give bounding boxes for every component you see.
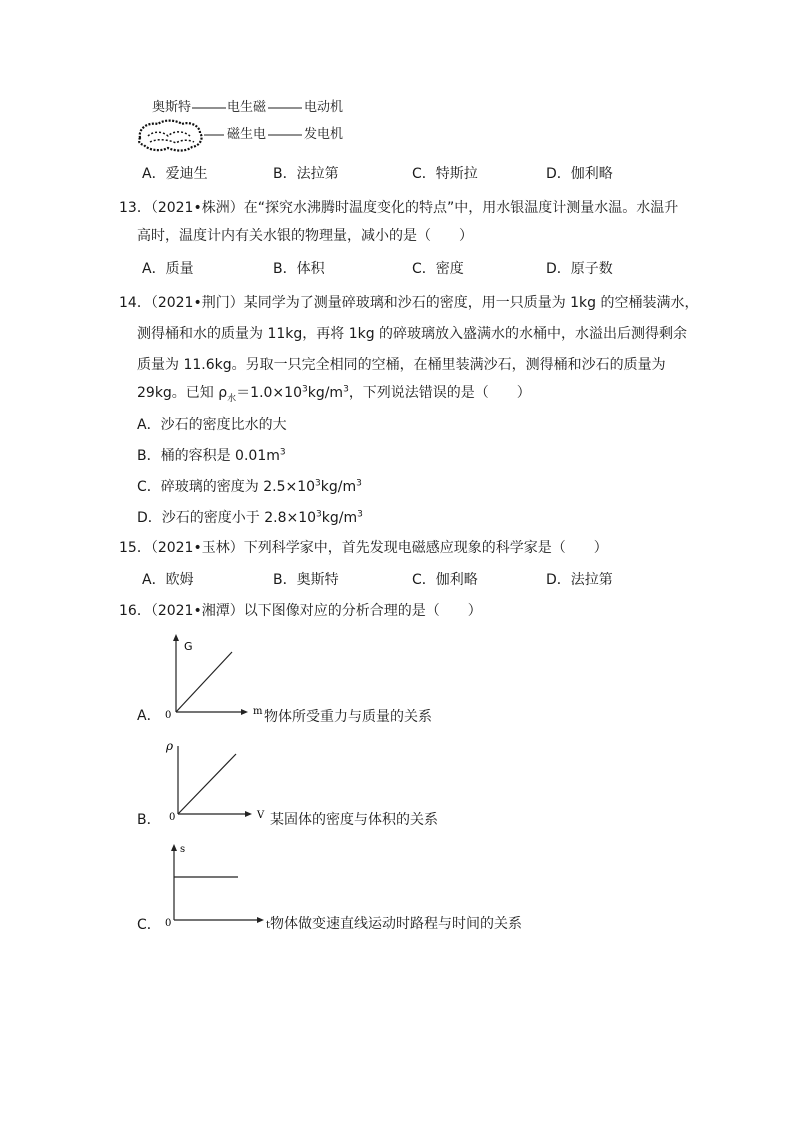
q12-option-d[interactable] [546, 164, 613, 184]
option-text: 爱迪生 [165, 166, 208, 182]
fig-label-oersted: 奥斯特 [152, 100, 192, 115]
q14-stem-line3: 质量为 11.6kg。另取一只完全相同的空桶，在桶里装满沙石，测得桶和沙石的质量为 [137, 357, 666, 373]
q13-option-d[interactable] [546, 259, 613, 279]
q16-graph-a[interactable] [160, 630, 263, 725]
fig-connector-lines [0, 0, 794, 160]
q13-option-b[interactable] [273, 259, 325, 279]
q16-option-a-letter[interactable]: A． [137, 708, 161, 724]
option-text: B．桶的容积是 0.01m [137, 448, 280, 464]
unknown-scientist-blob-icon [136, 118, 206, 154]
q14-stem-line4 [137, 383, 531, 403]
option-text: 欧姆 [165, 572, 194, 588]
x-axis-arrow-icon [245, 811, 252, 817]
superscript: 3 [356, 478, 362, 489]
option-text: 特斯拉 [435, 166, 478, 182]
superscript: 3 [279, 447, 286, 458]
q14-stem-line2: 测得桶和水的质量为 11kg，再将 1kg 的碎玻璃放入盛满水的水桶中，水溢出后测得剩余 [137, 326, 688, 342]
option-text: 法拉第 [570, 572, 613, 588]
q15-option-d[interactable] [546, 570, 613, 590]
q15-option-b[interactable] [273, 570, 339, 590]
q15-option-c[interactable] [412, 570, 478, 590]
option-letter: B． [273, 261, 297, 277]
option-text: 密度 [435, 261, 464, 277]
y-axis-label: G [184, 640, 193, 653]
option-unit: kg/m [321, 510, 358, 526]
q16-graph-b-caption: 某固体的密度与体积的关系 [270, 812, 438, 828]
fig-label-mag-elec: 磁生电 [227, 127, 267, 142]
option-letter: A． [142, 572, 166, 588]
superscript: 3 [343, 384, 349, 395]
y-axis-arrow-icon [173, 634, 179, 641]
superscript: 3 [315, 478, 321, 489]
x-axis-label: m [253, 706, 263, 717]
subscript: 水 [227, 393, 237, 404]
option-letter: C． [412, 572, 436, 588]
x-axis-arrow-icon [241, 709, 248, 715]
q16-graph-a-caption: 物体所受重力与质量的关系 [264, 709, 432, 725]
x-axis-label: V [257, 810, 265, 821]
fig-label-motor: 电动机 [304, 100, 344, 115]
q13-stem-line1: 13．（2021•株洲）在“探究水沸腾时温度变化的特点”中，用水银温度计测量水温。水温升 [119, 200, 679, 216]
option-letter: C． [412, 166, 436, 182]
q14-option-a[interactable]: A．沙石的密度比水的大 [137, 417, 287, 433]
x-axis-arrow-icon [257, 917, 264, 923]
option-letter: A． [142, 261, 166, 277]
q16-graph-c[interactable] [160, 838, 270, 933]
q12-option-c[interactable] [412, 164, 478, 184]
option-text: 伽利略 [435, 572, 478, 588]
y-axis-label: ρ [166, 739, 174, 753]
q16-graph-c-caption [266, 914, 522, 936]
option-letter: B． [273, 572, 297, 588]
text-segment: kg/m [307, 385, 344, 401]
text-segment: 29kg。已知 ρ [137, 385, 228, 401]
option-text: D．沙石的密度小于 2.8×10 [137, 510, 317, 526]
text-segment: ，下列说法错误的是（ ） [348, 385, 531, 401]
option-letter: A． [142, 166, 166, 182]
q12-option-a[interactable] [142, 164, 208, 184]
fig-label-elec-mag: 电生磁 [227, 100, 267, 115]
graph-line [176, 652, 232, 712]
option-text: 伽利略 [570, 166, 613, 182]
option-text: 原子数 [570, 261, 613, 277]
q12-option-b[interactable] [273, 164, 339, 184]
superscript: 3 [316, 509, 322, 520]
graph-line [178, 754, 236, 814]
option-letter: D． [546, 572, 571, 588]
q13-option-a[interactable] [142, 259, 194, 279]
q16-option-b-letter[interactable]: B． [137, 812, 161, 828]
q13-option-c[interactable] [412, 259, 464, 279]
option-text: 体积 [296, 261, 325, 277]
q14-option-d[interactable] [137, 508, 363, 528]
origin-label: 0 [169, 812, 176, 823]
option-text: 质量 [165, 261, 194, 277]
origin-label: 0 [165, 918, 172, 929]
q15-stem-line1: 15．（2021•玉林）下列科学家中，首先发现电磁感应现象的科学家是（ ） [119, 540, 608, 556]
q14-option-b[interactable] [137, 446, 286, 466]
q16-graph-b[interactable] [160, 734, 264, 829]
fig-label-generator: 发电机 [304, 127, 344, 142]
q16-option-c-letter[interactable]: C． [137, 917, 161, 933]
option-letter: C． [412, 261, 436, 277]
y-axis-arrow-icon [171, 844, 177, 851]
y-axis-label: s [180, 844, 186, 855]
q14-option-c[interactable] [137, 477, 362, 497]
option-text: 法拉第 [296, 166, 339, 182]
caption-text: 物体做变速直线运动时路程与时间的关系 [270, 916, 523, 932]
q16-stem-line1: 16．（2021•湘潭）以下图像对应的分析合理的是（ ） [119, 603, 482, 619]
q13-stem-line2: 高时，温度计内有关水银的物理量，减小的是（ ） [137, 228, 473, 244]
superscript: 3 [301, 384, 308, 395]
option-letter: B． [273, 166, 297, 182]
q14-stem-line1: 14．（2021•荆门）某同学为了测量碎玻璃和沙石的密度，用一只质量为 1kg 的空桶装满水， [119, 295, 699, 311]
q15-option-a[interactable] [142, 570, 194, 590]
x-axis-label: t [266, 920, 271, 931]
origin-label: 0 [165, 710, 172, 721]
option-letter: D． [546, 166, 571, 182]
option-text: C．碎玻璃的密度为 2.5×10 [137, 479, 316, 495]
option-letter: D． [546, 261, 571, 277]
text-segment: ＝1.0×10 [236, 385, 302, 401]
option-text: 奥斯特 [296, 572, 339, 588]
superscript: 3 [357, 509, 363, 520]
option-unit: kg/m [320, 479, 357, 495]
